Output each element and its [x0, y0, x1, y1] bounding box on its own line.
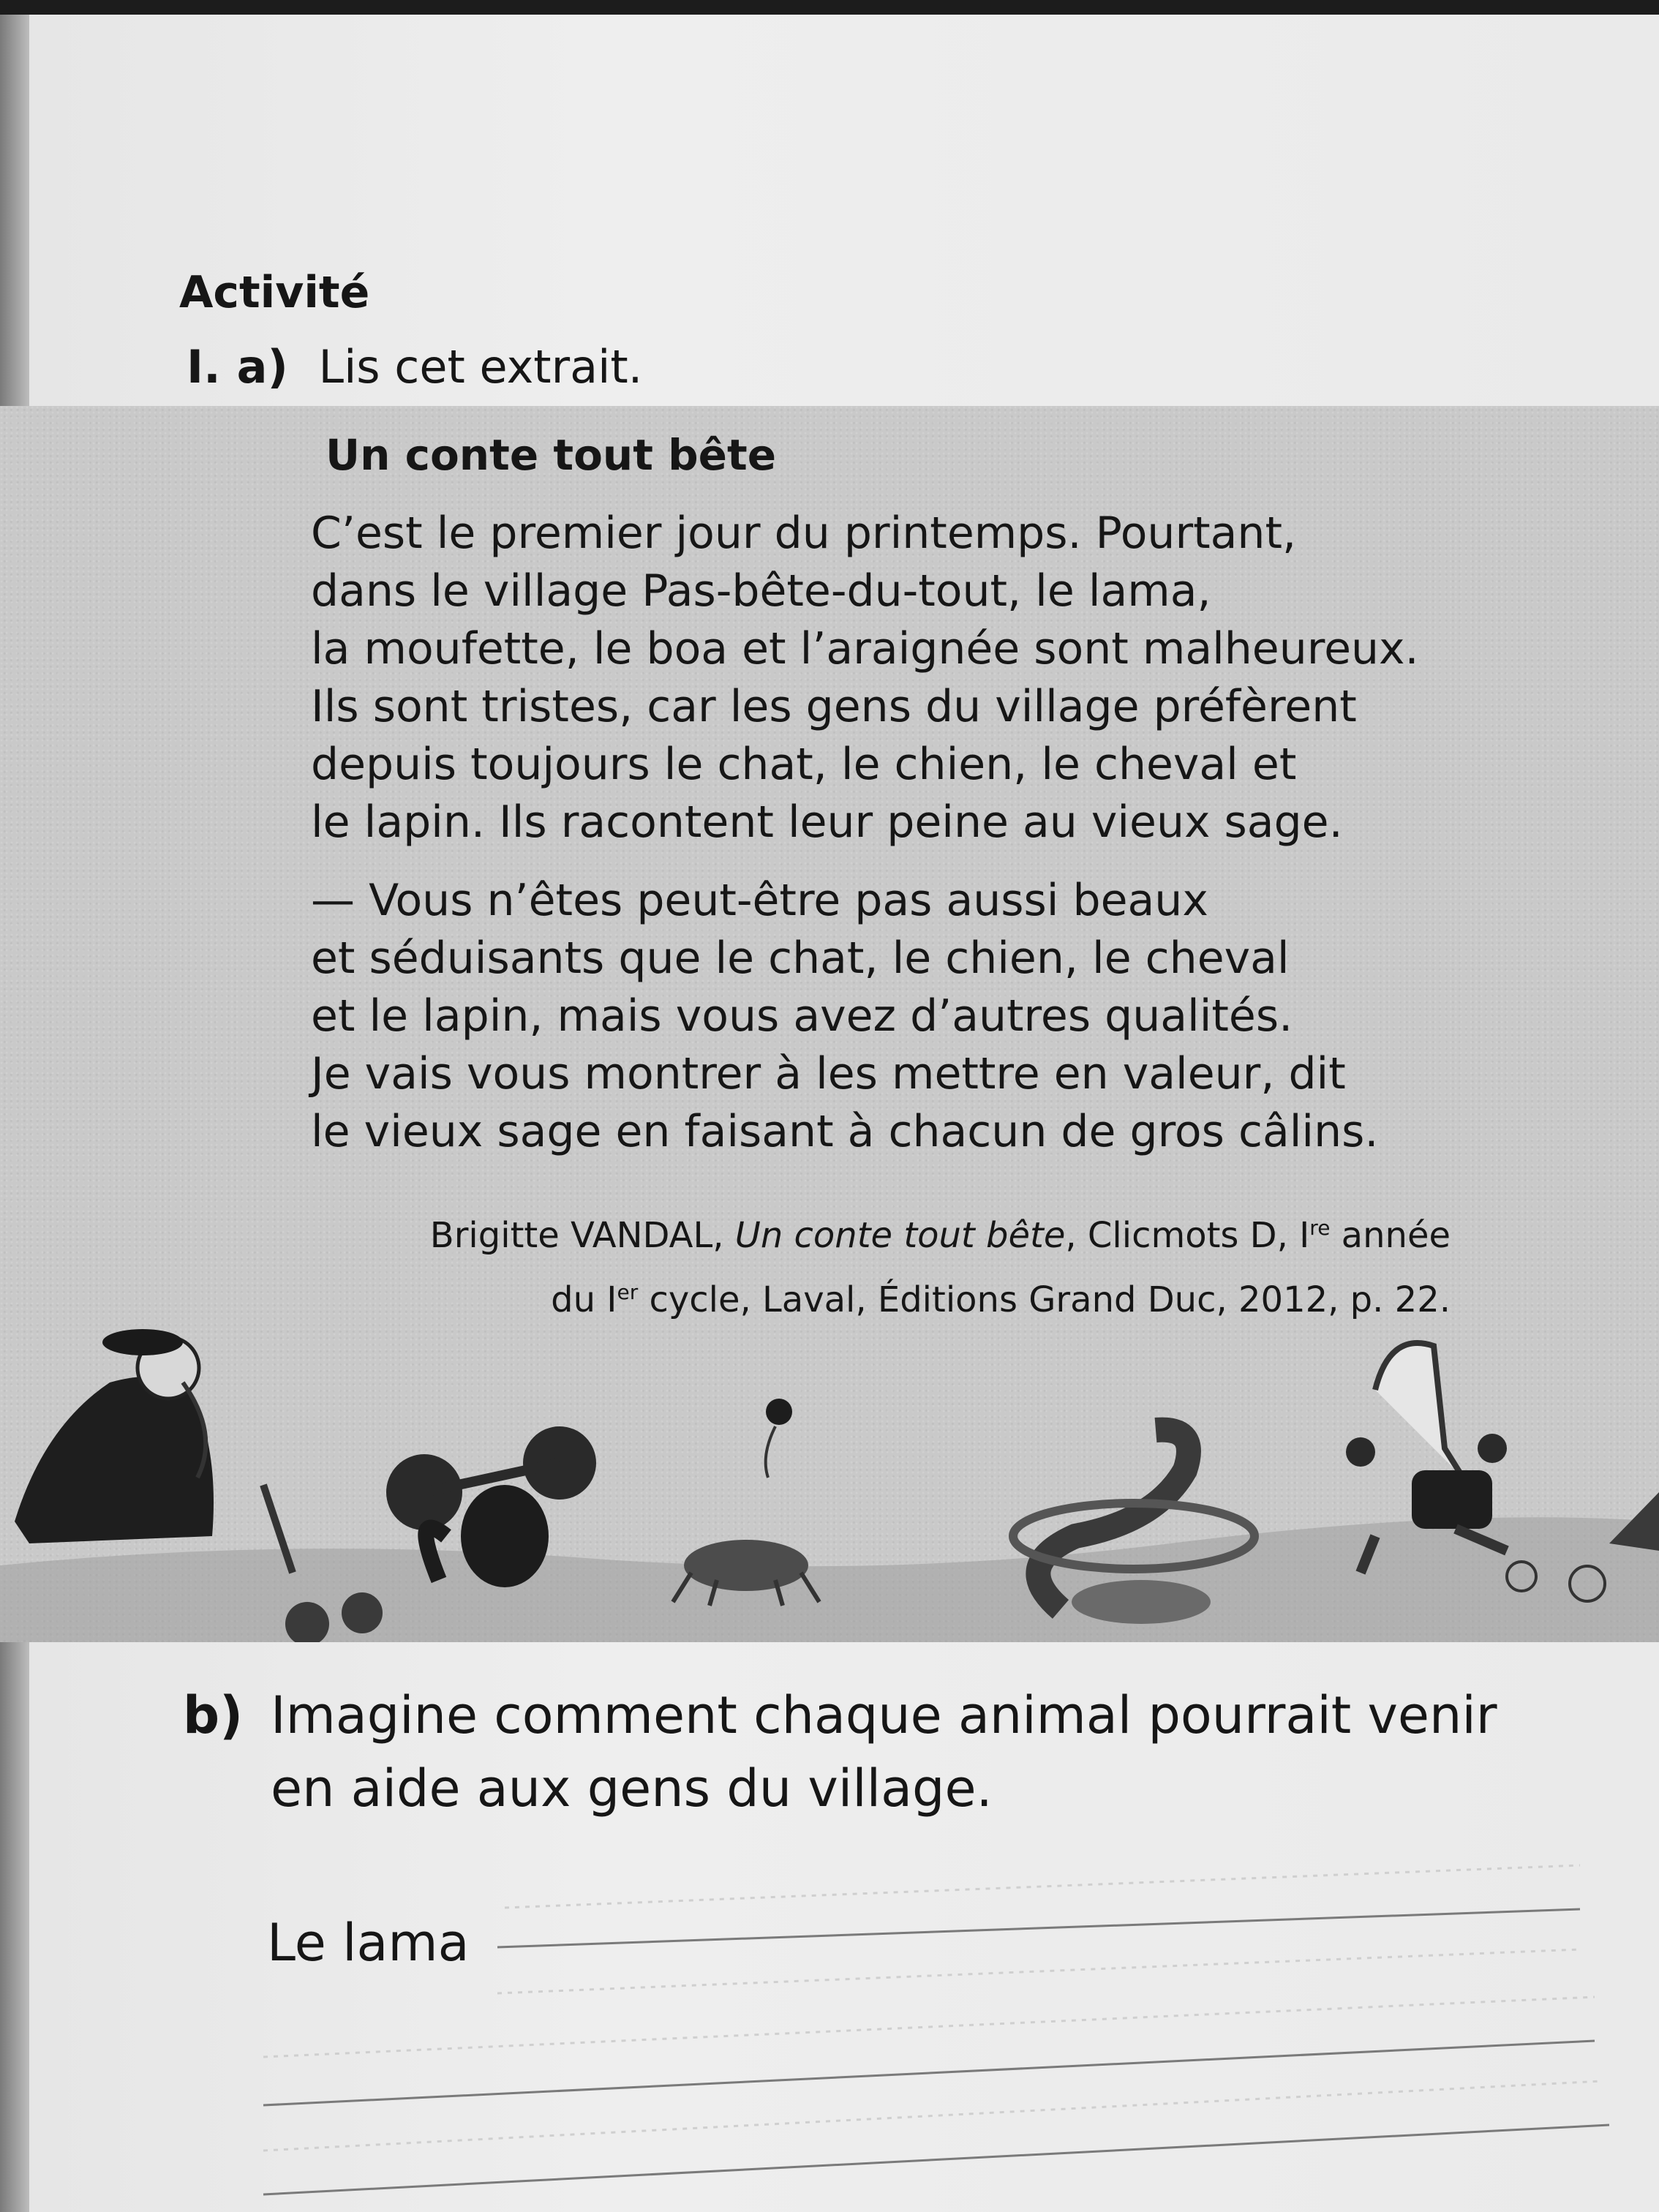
excerpt-line: depuis toujours le chat, le chien, le cheval et: [311, 739, 1297, 790]
excerpt-line: dans le village Pas-bête-du-tout, le lama,: [311, 565, 1211, 617]
excerpt-line: Je vais vous montrer à les mettre en valeur, dit: [311, 1048, 1346, 1099]
credit-author: Brigitte VANDAL,: [429, 1215, 735, 1256]
question-number: I.: [187, 340, 221, 394]
excerpt-line: et le lapin, mais vous avez d’autres qualités.: [311, 990, 1293, 1042]
excerpt-line: Ils sont tristes, car les gens du village préfèrent: [311, 681, 1357, 732]
excerpt-line: le lapin. Ils racontent leur peine au vieux sage.: [311, 797, 1343, 848]
credit-text: année: [1330, 1215, 1451, 1256]
question-line: Imagine comment chaque animal pourrait venir: [271, 1685, 1497, 1745]
excerpt-line: et séduisants que le chat, le chien, le cheval: [311, 933, 1290, 984]
excerpt-title: Un conte tout bête: [326, 430, 777, 480]
activity-heading: Activité: [179, 267, 370, 318]
excerpt-line: la moufette, le boa et l’araignée sont malheureux.: [311, 623, 1419, 674]
credit-text: , Clicmots D, I: [1065, 1215, 1310, 1256]
credit-superscript: er: [617, 1280, 639, 1304]
question-line: en aide aux gens du village.: [271, 1758, 993, 1818]
answer-label-lama: Le lama: [267, 1913, 470, 1973]
question-letter: b): [183, 1685, 244, 1745]
question-instruction: Lis cet extrait.: [318, 340, 643, 394]
credit-superscript: re: [1309, 1216, 1331, 1240]
question-letter: a): [236, 340, 288, 394]
excerpt-line: le vieux sage en faisant à chacun de gros câlins.: [311, 1106, 1379, 1157]
credit-text: du I: [551, 1279, 617, 1320]
excerpt-line: C’est le premier jour du printemps. Pourtant,: [311, 508, 1297, 559]
credit-book-title: Un conte tout bête: [734, 1215, 1066, 1256]
excerpt-line: — Vous n’êtes peut-être pas aussi beaux: [311, 875, 1208, 926]
credit-text: cycle, Laval, Éditions Grand Duc, 2012, p. 22.: [638, 1279, 1451, 1320]
